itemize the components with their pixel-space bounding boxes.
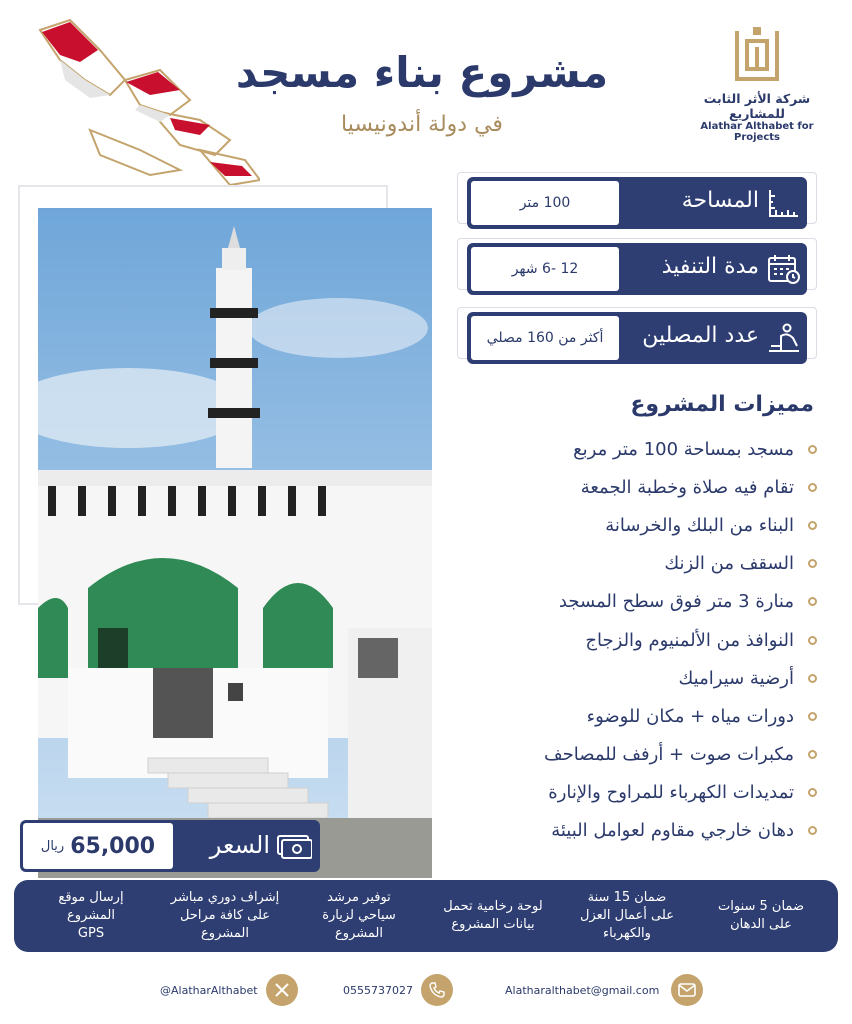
info-value: أكثر من 160 مصلي — [471, 316, 619, 360]
price-value-box — [23, 823, 173, 869]
list-item: السقف من الزنك — [487, 545, 817, 583]
mail-icon — [671, 974, 703, 1006]
contact-email[interactable] — [505, 974, 703, 1006]
bullet-icon — [808, 674, 817, 683]
guarantee-item: ضمان 5 سنوات على الدهان — [718, 899, 804, 932]
list-item: النوافذ من الألمنيوم والزجاج — [487, 621, 817, 659]
indonesia-map-icon — [30, 10, 260, 200]
bullet-icon — [808, 559, 817, 568]
list-item: دورات مياه + مكان للوضوء — [487, 697, 817, 735]
page-subtitle: في دولة أندونيسيا — [341, 112, 503, 137]
x-twitter-icon — [266, 974, 298, 1006]
info-row-area — [467, 177, 807, 229]
calendar-icon — [767, 253, 801, 285]
social-handle[interactable]: @AlatharAlthabet — [160, 983, 258, 997]
bullet-icon — [808, 597, 817, 606]
info-label: مدة التنفيذ — [661, 254, 759, 279]
bullet-icon — [808, 826, 817, 835]
price-value: 65,000 — [70, 833, 156, 859]
guarantee-item: ضمان 15 سنة على أعمال العزل والكهرباء — [580, 890, 674, 941]
price-label: السعر — [209, 831, 270, 859]
logo-mark-icon — [727, 25, 787, 87]
list-item: دهان خارجي مقاوم لعوامل البيئة — [487, 812, 817, 850]
bullet-icon — [808, 521, 817, 530]
mosque-photo — [38, 208, 432, 878]
email-text[interactable]: Alatharalthabet@gmail.com — [505, 983, 660, 997]
list-item: تقام فيه صلاة وخطبة الجمعة — [487, 468, 817, 506]
bullet-icon — [808, 483, 817, 492]
phone-text[interactable]: 0555737027 — [343, 983, 413, 997]
info-row-capacity — [467, 312, 807, 364]
guarantee-item: توفير مرشد سياحي لزيارة المشروع — [322, 890, 396, 941]
list-item: مكبرات صوت + أرفف للمصاحف — [487, 736, 817, 774]
guarantee-item: لوحة رخامية تحمل بيانات المشروع — [443, 899, 543, 932]
bullet-icon — [808, 636, 817, 645]
guarantees-bar — [14, 880, 838, 952]
info-value: 100 متر — [471, 181, 619, 225]
price-currency: ريال — [40, 838, 65, 854]
info-label: عدد المصلين — [642, 323, 759, 348]
info-value: 12 -6 شهر — [471, 247, 619, 291]
info-row-duration — [467, 243, 807, 295]
info-label: المساحة — [681, 188, 759, 213]
list-item: مسجد بمساحة 100 متر مربع — [487, 430, 817, 468]
features-title: مميزات المشروع — [630, 392, 814, 417]
guarantee-item: إرسال موقع المشروع GPS — [58, 890, 124, 941]
bullet-icon — [808, 750, 817, 759]
guarantee-item: إشراف دوري مباشر على كافة مراحل المشروع — [170, 890, 280, 941]
logo-name-ar: شركة الأثر الثابت للمشاريع — [703, 91, 811, 121]
bullet-icon — [808, 712, 817, 721]
list-item: أرضية سيراميك — [487, 659, 817, 697]
company-logo — [682, 25, 832, 143]
logo-name-en: Alathar Althabet for Projects — [700, 121, 814, 143]
bullet-icon — [808, 445, 817, 454]
bullet-icon — [808, 788, 817, 797]
page-title: مشروع بناء مسجد — [235, 48, 609, 97]
list-item: تمديدات الكهرباء للمراوح والإنارة — [487, 774, 817, 812]
list-item: منارة 3 متر فوق سطح المسجد — [487, 583, 817, 621]
contact-phone[interactable] — [343, 974, 453, 1006]
worshipper-icon — [767, 322, 801, 354]
contact-social[interactable] — [160, 974, 298, 1006]
money-icon — [276, 832, 312, 860]
ruler-icon — [767, 187, 801, 219]
price-box — [20, 820, 320, 872]
features-list — [487, 430, 817, 850]
list-item: البناء من البلك والخرسانة — [487, 506, 817, 544]
phone-icon — [421, 974, 453, 1006]
